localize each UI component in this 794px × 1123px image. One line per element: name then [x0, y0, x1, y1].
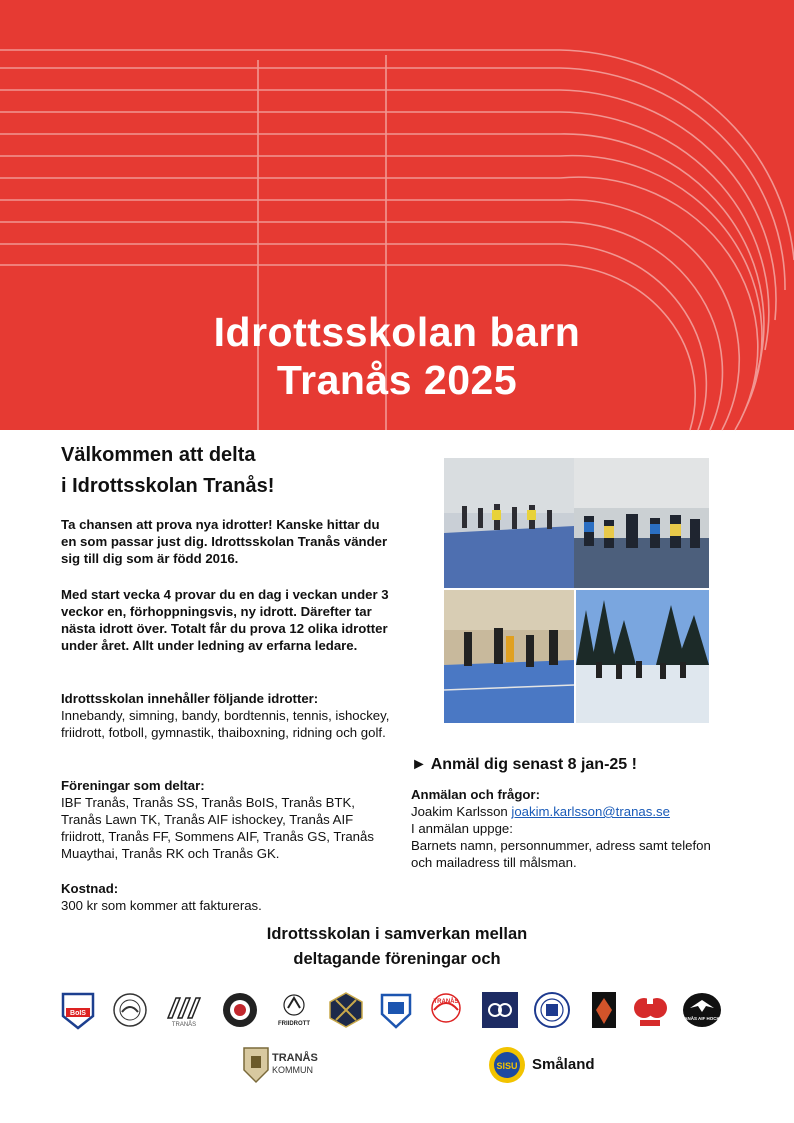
signup-deadline: ► Anmäl dig senast 8 jan-25 !	[411, 756, 637, 773]
ishockey-photo	[576, 590, 709, 723]
ibf-tranas-logo	[58, 990, 98, 1030]
sports-heading: Idrottsskolan innehåller följande idrotter:	[61, 691, 319, 706]
tranas-kommun-logo	[242, 1046, 322, 1086]
welcome-line-2: i Idrottsskolan Tranås!	[61, 475, 275, 497]
club-logos-row	[58, 990, 738, 1034]
contact-name: Joakim Karlsson	[411, 804, 508, 819]
svg-text:TRANÅS: TRANÅS	[171, 1022, 197, 1028]
collaboration-text	[0, 922, 794, 972]
gym-hall-photo	[444, 458, 574, 588]
welcome-heading	[61, 440, 274, 502]
clubs-list: IBF Tranås, Tranås SS, Tranås BoIS, Tranås BTK, Tranås Lawn TK, Tranås AIF ishockey, Tranås AIF friidrott, Tranås FF, Sommens AIF, Tranås GS, Tranås Muaythai, Tranås RK och Tranås GK.	[61, 795, 374, 861]
tranas-gs-logo	[426, 990, 466, 1030]
tranas-aif-friidrott-logo	[274, 990, 314, 1030]
schedule-text: Med start vecka 4 provar du en dag i veckan under 3 veckor en, förhoppningsvis, ny idrott. Därefter tar nästa idrott över. Totalt får du prova 12 olika idrotter under året. Allt under ledning av erfarna ledare.	[61, 587, 389, 653]
svg-text:TRANÅS AIF HOCKEY: TRANÅS AIF HOCKEY	[678, 1016, 726, 1021]
intro-text: Ta chansen att prova nya idrotter! Kanske hittar du en som passar just dig. Idrottsskolan Tranås vänder sig till dig som är född 2016.	[61, 517, 388, 566]
sommens-aif-logo	[480, 990, 520, 1030]
collab-line-2: deltagande föreningar och	[293, 950, 501, 968]
cost-heading: Kostnad:	[61, 881, 119, 896]
kommun-sub: KOMMUN	[272, 1065, 313, 1075]
svg-text:FRIIDROTT: FRIIDROTT	[278, 1021, 310, 1027]
kommun-name: TRANÅS	[272, 1052, 318, 1064]
cost-section	[61, 880, 391, 914]
sisu-region: Småland	[532, 1056, 595, 1073]
svg-text:SISU: SISU	[496, 1061, 518, 1071]
tranas-btk-logo	[162, 990, 202, 1030]
tranas-simsallskap-logo	[110, 990, 150, 1030]
contact-info-text: Barnets namn, personnummer, adress samt telefon och mailadress till målsman.	[411, 838, 711, 870]
tranas-lawn-tk-logo	[220, 990, 260, 1030]
title-line-1: Idrottsskolan barn	[213, 309, 581, 355]
contact-heading: Anmälan och frågor:	[411, 787, 540, 802]
cost-text: 300 kr som kommer att faktureras.	[61, 898, 262, 913]
tranas-ff-logo	[376, 990, 416, 1030]
svg-text:TRANÅS: TRANÅS	[433, 999, 459, 1005]
kommun-crest-icon	[242, 1046, 270, 1084]
tranas-aif-hockey-logo	[678, 990, 726, 1030]
hero-banner	[0, 0, 794, 430]
sports-section	[61, 690, 391, 741]
svg-text:BoIS: BoIS	[70, 1010, 86, 1017]
innebandy-photo	[444, 590, 574, 723]
contact-info-label: I anmälan uppge:	[411, 821, 513, 836]
tranas-gk-logo	[532, 990, 572, 1030]
muaythai-logo	[584, 990, 624, 1030]
sisu-smaland-logo	[488, 1046, 608, 1086]
title-line-2: Tranås 2025	[276, 357, 518, 403]
sisu-badge-icon	[488, 1046, 526, 1084]
collab-line-1: Idrottsskolan i samverkan mellan	[266, 925, 528, 943]
page-title	[0, 308, 794, 404]
tranas-rk-logo	[326, 990, 366, 1030]
contact-email-link[interactable]: joakim.karlsson@tranas.se	[511, 804, 670, 819]
welcome-line-1: Välkommen att delta	[61, 444, 256, 466]
contact-section	[411, 786, 731, 871]
thaiboxning-photo	[574, 458, 709, 588]
contact-person	[411, 803, 731, 820]
sports-list: Innebandy, simning, bandy, bordtennis, tennis, ishockey, friidrott, fotboll, gymnastik, thaiboxning, ridning och golf.	[61, 708, 390, 740]
clubs-heading: Föreningar som deltar:	[61, 778, 205, 793]
bordtennis-logo	[630, 990, 670, 1030]
photo-collage	[444, 458, 709, 723]
clubs-section	[61, 777, 391, 862]
